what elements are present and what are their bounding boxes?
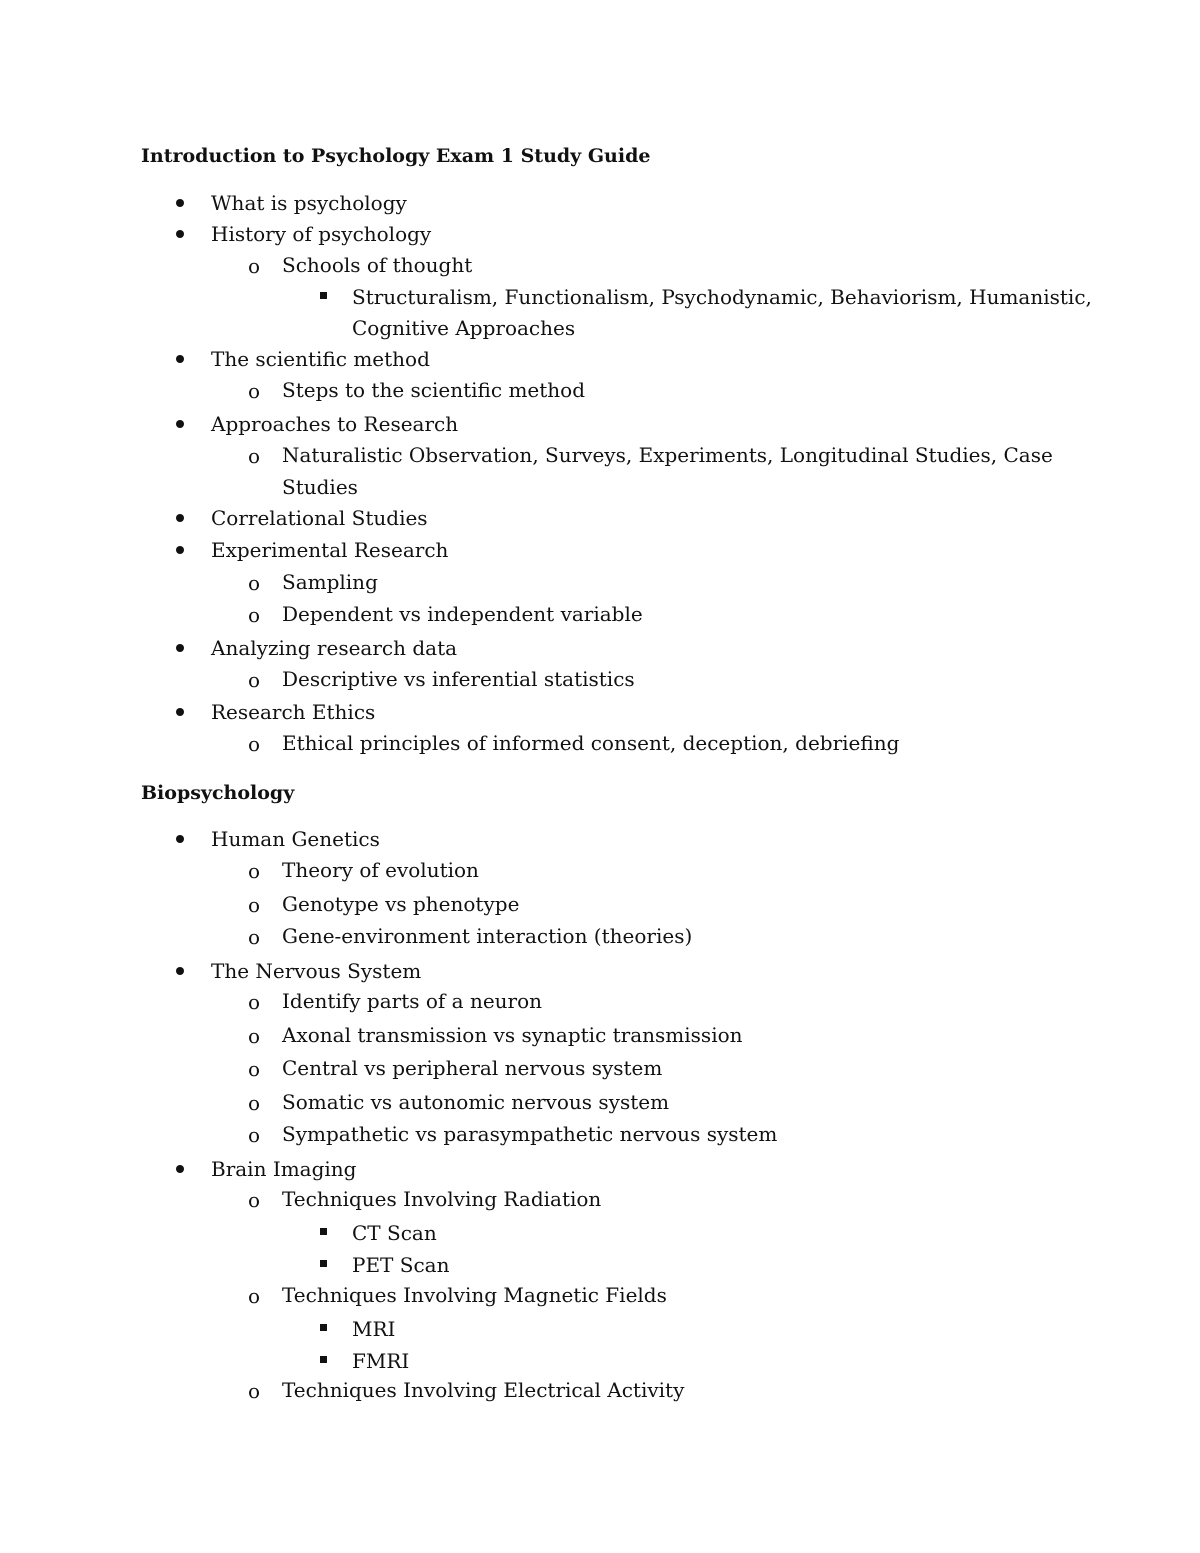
list-item: Identify parts of a neuron [282, 989, 543, 1013]
list-item: Correlational Studies [211, 506, 428, 530]
bullet-level1 [176, 708, 184, 716]
bullet-level2: o [248, 925, 261, 949]
bullet-level3 [320, 1260, 327, 1267]
list-item: The scientific method [211, 347, 430, 371]
bullet-level2: o [248, 1123, 261, 1147]
bullet-level2: o [248, 444, 261, 468]
bullet-level1 [176, 546, 184, 554]
page-title: Introduction to Psychology Exam 1 Study Guide [141, 145, 651, 167]
list-item-continuation: Studies [282, 475, 358, 499]
bullet-level2: o [248, 1284, 261, 1308]
list-item: Sampling [282, 570, 378, 594]
list-item: Somatic vs autonomic nervous system [282, 1090, 670, 1114]
list-item: Gene-environment interaction (theories) [282, 924, 693, 948]
bullet-level3 [320, 1356, 327, 1363]
bullet-level2: o [248, 254, 261, 278]
list-item: Axonal transmission vs synaptic transmission [282, 1023, 743, 1047]
bullet-level2: o [248, 990, 261, 1014]
list-item: Techniques Involving Electrical Activity [282, 1378, 685, 1402]
bullet-level1 [176, 420, 184, 428]
list-item: Sympathetic vs parasympathetic nervous system [282, 1122, 778, 1146]
list-item: Structuralism, Functionalism, Psychodynamic, Behaviorism, Humanistic, [352, 285, 1092, 309]
list-item: Brain Imaging [211, 1157, 357, 1181]
list-item: PET Scan [352, 1253, 450, 1277]
bullet-level1 [176, 230, 184, 238]
list-item: Techniques Involving Radiation [282, 1187, 602, 1211]
bullet-level1 [176, 1165, 184, 1173]
list-item: FMRI [352, 1349, 410, 1373]
bullet-level2: o [248, 1057, 261, 1081]
bullet-level1 [176, 967, 184, 975]
bullet-level2: o [248, 571, 261, 595]
list-item: Schools of thought [282, 253, 473, 277]
list-item: The Nervous System [211, 959, 422, 983]
bullet-level2: o [248, 1024, 261, 1048]
list-item: Central vs peripheral nervous system [282, 1056, 663, 1080]
bullet-level2: o [248, 732, 261, 756]
section-heading-biopsychology: Biopsychology [141, 782, 295, 804]
bullet-level1 [176, 514, 184, 522]
bullet-level3 [320, 1324, 327, 1331]
list-item: Techniques Involving Magnetic Fields [282, 1283, 667, 1307]
list-item: History of psychology [211, 222, 432, 246]
bullet-level3 [320, 292, 327, 299]
bullet-level2: o [248, 379, 261, 403]
list-item: Approaches to Research [211, 412, 459, 436]
list-item: CT Scan [352, 1221, 437, 1245]
list-item-continuation: Cognitive Approaches [352, 316, 576, 340]
bullet-level1 [176, 199, 184, 207]
bullet-level1 [176, 355, 184, 363]
list-item: Human Genetics [211, 827, 380, 851]
bullet-level2: o [248, 603, 261, 627]
list-item: Genotype vs phenotype [282, 892, 520, 916]
bullet-level1 [176, 644, 184, 652]
list-item: Steps to the scientific method [282, 378, 586, 402]
list-item: Dependent vs independent variable [282, 602, 643, 626]
list-item: What is psychology [211, 191, 407, 215]
bullet-level2: o [248, 859, 261, 883]
list-item: MRI [352, 1317, 396, 1341]
bullet-level2: o [248, 668, 261, 692]
list-item: Naturalistic Observation, Surveys, Experiments, Longitudinal Studies, Case [282, 443, 1053, 467]
list-item: Experimental Research [211, 538, 449, 562]
list-item: Descriptive vs inferential statistics [282, 667, 635, 691]
list-item: Theory of evolution [282, 858, 479, 882]
list-item: Research Ethics [211, 700, 376, 724]
bullet-level2: o [248, 1379, 261, 1403]
bullet-level2: o [248, 1091, 261, 1115]
bullet-level2: o [248, 1188, 261, 1212]
list-item: Ethical principles of informed consent, deception, debriefing [282, 731, 900, 755]
bullet-level1 [176, 835, 184, 843]
bullet-level3 [320, 1228, 327, 1235]
list-item: Analyzing research data [211, 636, 458, 660]
bullet-level2: o [248, 893, 261, 917]
